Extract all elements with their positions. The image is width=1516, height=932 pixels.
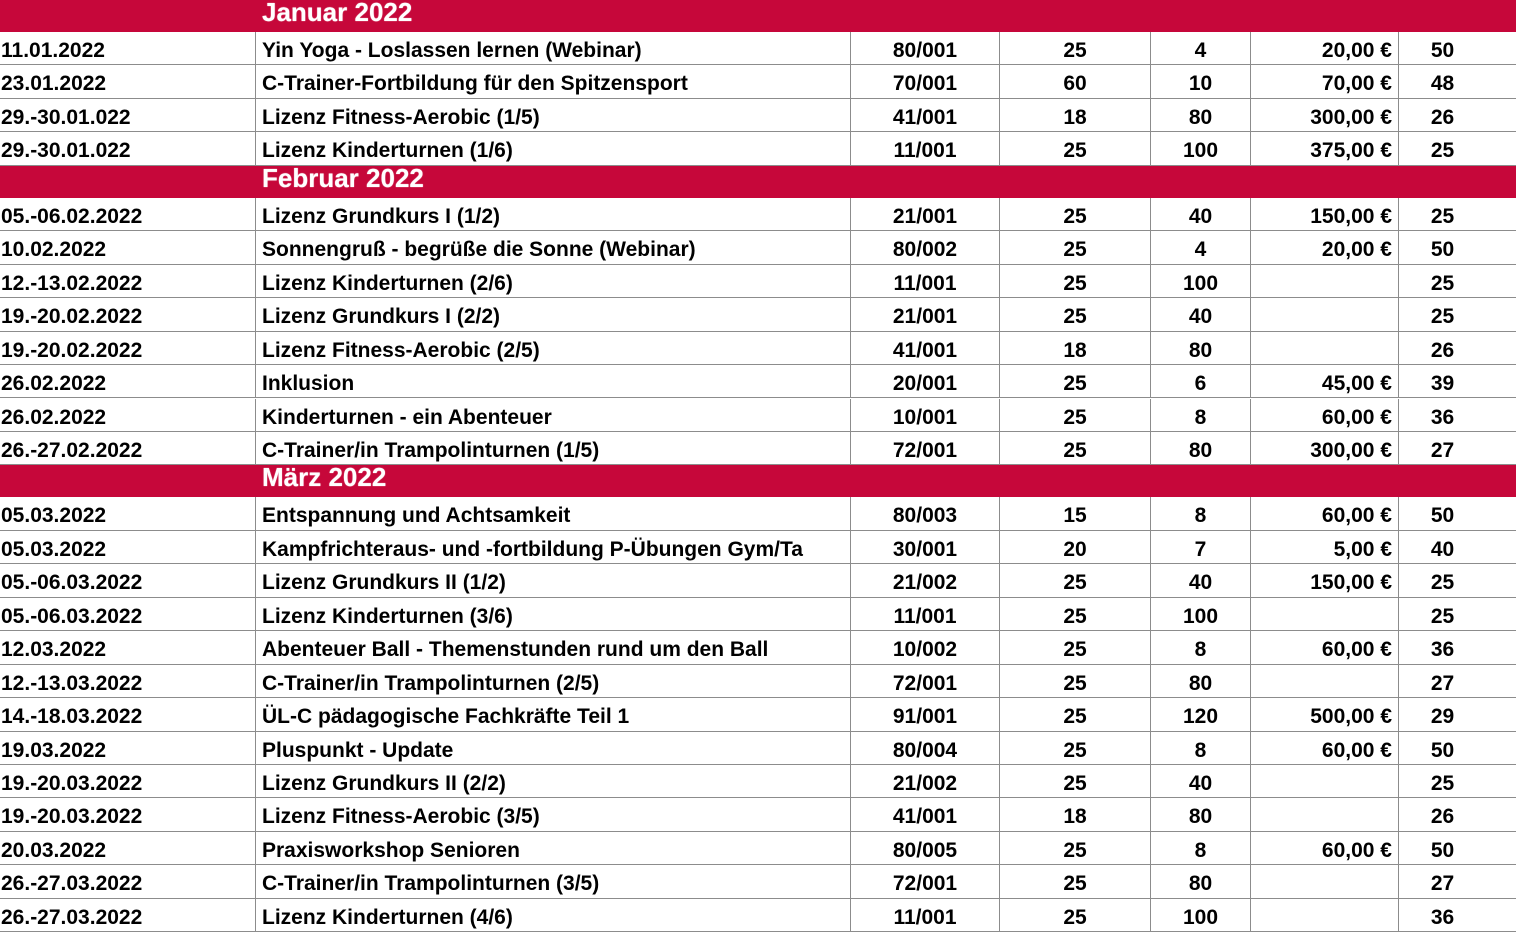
month-header-row <box>0 0 1516 32</box>
course-title-cell: Lizenz Kinderturnen (4/6) <box>255 899 850 931</box>
course-date-cell: 20.03.2022 <box>1 838 107 862</box>
participants-cell: 25 <box>999 865 1150 897</box>
course-number-cell: 41/001 <box>850 798 999 830</box>
units-cell: 7 <box>1150 531 1250 563</box>
table-row <box>0 899 1516 932</box>
units-cell: 80 <box>1150 665 1250 697</box>
units-cell: 6 <box>1150 365 1250 397</box>
count-cell: 29 <box>1398 698 1516 730</box>
table-row <box>0 365 1516 398</box>
participants-cell: 25 <box>999 598 1150 630</box>
course-date-cell: 19.03.2022 <box>1 738 107 762</box>
fee-cell: 20,00 € <box>1250 32 1398 64</box>
count-cell: 26 <box>1398 332 1516 364</box>
count-cell: 25 <box>1398 765 1516 797</box>
units-cell: 10 <box>1150 65 1250 97</box>
table-row <box>0 497 1516 530</box>
course-date-cell: 26.-27.03.2022 <box>1 872 143 896</box>
course-title-cell: Entspannung und Achtsamkeit <box>255 497 850 529</box>
participants-cell: 25 <box>999 631 1150 663</box>
count-cell: 36 <box>1398 899 1516 931</box>
participants-cell: 18 <box>999 798 1150 830</box>
fee-cell <box>1250 798 1398 830</box>
course-number-cell: 70/001 <box>850 65 999 97</box>
month-heading: Februar 2022 <box>262 162 424 193</box>
units-cell: 40 <box>1150 198 1250 230</box>
course-date-cell: 29.-30.01.022 <box>1 105 131 129</box>
course-number-cell: 21/002 <box>850 765 999 797</box>
table-row <box>0 832 1516 865</box>
course-title-cell: Lizenz Fitness-Aerobic (2/5) <box>255 332 850 364</box>
table-row <box>0 732 1516 765</box>
course-title-cell: Yin Yoga - Loslassen lernen (Webinar) <box>255 32 850 64</box>
fee-cell <box>1250 665 1398 697</box>
course-title-cell: Lizenz Grundkurs I (2/2) <box>255 298 850 330</box>
course-title-cell: Sonnengruß - begrüße die Sonne (Webinar) <box>255 231 850 263</box>
units-cell: 8 <box>1150 497 1250 529</box>
fee-cell: 300,00 € <box>1250 99 1398 131</box>
units-cell: 80 <box>1150 798 1250 830</box>
fee-cell: 60,00 € <box>1250 497 1398 529</box>
course-date-cell: 12.03.2022 <box>1 638 107 662</box>
course-number-cell: 80/005 <box>850 832 999 864</box>
course-date-cell: 05.03.2022 <box>1 504 107 528</box>
participants-cell: 15 <box>999 497 1150 529</box>
participants-cell: 25 <box>999 399 1150 431</box>
participants-cell: 25 <box>999 432 1150 464</box>
count-cell: 25 <box>1398 298 1516 330</box>
count-cell: 25 <box>1398 564 1516 596</box>
units-cell: 100 <box>1150 598 1250 630</box>
units-cell: 40 <box>1150 765 1250 797</box>
count-cell: 50 <box>1398 497 1516 529</box>
course-number-cell: 20/001 <box>850 365 999 397</box>
units-cell: 100 <box>1150 265 1250 297</box>
participants-cell: 60 <box>999 65 1150 97</box>
units-cell: 80 <box>1150 332 1250 364</box>
course-number-cell: 80/003 <box>850 497 999 529</box>
course-date-cell: 12.-13.03.2022 <box>1 671 143 695</box>
units-cell: 8 <box>1150 732 1250 764</box>
count-cell: 25 <box>1398 265 1516 297</box>
course-title-cell: C-Trainer/in Trampolinturnen (3/5) <box>255 865 850 897</box>
fee-cell: 5,00 € <box>1250 531 1398 563</box>
units-cell: 120 <box>1150 698 1250 730</box>
table-row <box>0 198 1516 231</box>
table-row <box>0 231 1516 264</box>
course-title-cell: Lizenz Grundkurs II (2/2) <box>255 765 850 797</box>
count-cell: 50 <box>1398 832 1516 864</box>
fee-cell: 45,00 € <box>1250 365 1398 397</box>
course-title-cell: Lizenz Kinderturnen (3/6) <box>255 598 850 630</box>
table-row <box>0 265 1516 298</box>
count-cell: 25 <box>1398 132 1516 164</box>
course-title-cell: Lizenz Fitness-Aerobic (3/5) <box>255 798 850 830</box>
participants-cell: 25 <box>999 32 1150 64</box>
course-number-cell: 10/001 <box>850 399 999 431</box>
course-number-cell: 72/001 <box>850 432 999 464</box>
fee-cell: 500,00 € <box>1250 698 1398 730</box>
course-date-cell: 05.-06.03.2022 <box>1 604 143 628</box>
table-row <box>0 698 1516 731</box>
participants-cell: 25 <box>999 832 1150 864</box>
course-title-cell: C-Trainer/in Trampolinturnen (1/5) <box>255 432 850 464</box>
course-title-cell: Kinderturnen - ein Abenteuer <box>255 399 850 431</box>
course-title-cell: C-Trainer/in Trampolinturnen (2/5) <box>255 665 850 697</box>
course-title-cell: Lizenz Fitness-Aerobic (1/5) <box>255 99 850 131</box>
units-cell: 40 <box>1150 298 1250 330</box>
course-title-cell: Inklusion <box>255 365 850 397</box>
course-date-cell: 23.01.2022 <box>1 72 107 96</box>
table-row <box>0 531 1516 564</box>
table-row <box>0 665 1516 698</box>
course-number-cell: 41/001 <box>850 99 999 131</box>
table-row <box>0 332 1516 365</box>
table-row <box>0 865 1516 898</box>
course-date-cell: 05.03.2022 <box>1 537 107 561</box>
participants-cell: 25 <box>999 365 1150 397</box>
count-cell: 50 <box>1398 32 1516 64</box>
count-cell: 27 <box>1398 432 1516 464</box>
course-date-cell: 11.01.2022 <box>1 39 105 62</box>
course-number-cell: 41/001 <box>850 332 999 364</box>
course-number-cell: 80/002 <box>850 231 999 263</box>
fee-cell: 150,00 € <box>1250 198 1398 230</box>
count-cell: 36 <box>1398 631 1516 663</box>
course-date-cell: 14.-18.03.2022 <box>1 705 143 729</box>
table-row <box>0 99 1516 132</box>
participants-cell: 25 <box>999 298 1150 330</box>
course-date-cell: 19.-20.03.2022 <box>1 805 143 829</box>
count-cell: 27 <box>1398 865 1516 897</box>
count-cell: 50 <box>1398 231 1516 263</box>
course-title-cell: ÜL-C pädagogische Fachkräfte Teil 1 <box>255 698 850 730</box>
participants-cell: 20 <box>999 531 1150 563</box>
table-row <box>0 65 1516 98</box>
course-number-cell: 30/001 <box>850 531 999 563</box>
course-number-cell: 80/004 <box>850 732 999 764</box>
course-date-cell: 10.02.2022 <box>1 238 107 262</box>
fee-cell: 60,00 € <box>1250 832 1398 864</box>
participants-cell: 25 <box>999 899 1150 931</box>
course-title-cell: Abenteuer Ball - Themenstunden rund um den Ball <box>255 631 850 663</box>
participants-cell: 25 <box>999 265 1150 297</box>
count-cell: 36 <box>1398 399 1516 431</box>
month-heading: Januar 2022 <box>262 0 413 27</box>
participants-cell: 25 <box>999 665 1150 697</box>
course-number-cell: 72/001 <box>850 665 999 697</box>
fee-cell: 300,00 € <box>1250 432 1398 464</box>
count-cell: 25 <box>1398 598 1516 630</box>
table-row <box>0 132 1516 165</box>
participants-cell: 25 <box>999 231 1150 263</box>
course-title-cell: Kampfrichteraus- und -fortbildung P-Übungen Gym/Ta <box>255 531 850 563</box>
participants-cell: 25 <box>999 132 1150 164</box>
fee-cell <box>1250 865 1398 897</box>
fee-cell: 70,00 € <box>1250 65 1398 97</box>
course-title-cell: Lizenz Kinderturnen (2/6) <box>255 265 850 297</box>
participants-cell: 18 <box>999 332 1150 364</box>
course-number-cell: 11/001 <box>850 899 999 931</box>
fee-cell: 60,00 € <box>1250 399 1398 431</box>
table-row <box>0 798 1516 831</box>
fee-cell: 60,00 € <box>1250 732 1398 764</box>
month-header-row <box>0 162 1516 198</box>
course-number-cell: 11/001 <box>850 598 999 630</box>
count-cell: 26 <box>1398 99 1516 131</box>
count-cell: 26 <box>1398 798 1516 830</box>
count-cell: 39 <box>1398 365 1516 397</box>
course-date-cell: 19.-20.02.2022 <box>1 338 143 362</box>
participants-cell: 25 <box>999 198 1150 230</box>
course-title-cell: Lizenz Kinderturnen (1/6) <box>255 132 850 164</box>
units-cell: 40 <box>1150 564 1250 596</box>
course-title-cell: Lizenz Grundkurs I (1/2) <box>255 198 850 230</box>
participants-cell: 18 <box>999 99 1150 131</box>
fee-cell: 60,00 € <box>1250 631 1398 663</box>
fee-cell <box>1250 265 1398 297</box>
month-header-row <box>0 462 1516 497</box>
course-date-cell: 26.-27.03.2022 <box>1 905 143 929</box>
fee-cell: 20,00 € <box>1250 231 1398 263</box>
table-row <box>0 564 1516 597</box>
course-title-cell: C-Trainer-Fortbildung für den Spitzensport <box>255 65 850 97</box>
table-row <box>0 399 1516 432</box>
count-cell: 48 <box>1398 65 1516 97</box>
course-title-cell: Praxisworkshop Senioren <box>255 832 850 864</box>
course-number-cell: 11/001 <box>850 132 999 164</box>
course-number-cell: 80/001 <box>850 32 999 64</box>
units-cell: 80 <box>1150 865 1250 897</box>
table-row <box>0 765 1516 798</box>
course-date-cell: 26.02.2022 <box>1 372 107 396</box>
course-number-cell: 21/001 <box>850 198 999 230</box>
units-cell: 100 <box>1150 132 1250 164</box>
course-date-cell: 26.-27.02.2022 <box>1 438 143 462</box>
count-cell: 25 <box>1398 198 1516 230</box>
units-cell: 8 <box>1150 832 1250 864</box>
units-cell: 80 <box>1150 432 1250 464</box>
units-cell: 4 <box>1150 32 1250 64</box>
units-cell: 8 <box>1150 631 1250 663</box>
participants-cell: 25 <box>999 698 1150 730</box>
fee-cell <box>1250 332 1398 364</box>
course-number-cell: 72/001 <box>850 865 999 897</box>
fee-cell <box>1250 899 1398 931</box>
course-date-cell: 29.-30.01.022 <box>1 139 131 163</box>
course-date-cell: 12.-13.02.2022 <box>1 271 143 295</box>
participants-cell: 25 <box>999 732 1150 764</box>
units-cell: 8 <box>1150 399 1250 431</box>
units-cell: 100 <box>1150 899 1250 931</box>
course-number-cell: 10/002 <box>850 631 999 663</box>
course-title-cell: Pluspunkt - Update <box>255 732 850 764</box>
month-heading: März 2022 <box>262 462 387 493</box>
fee-cell: 150,00 € <box>1250 564 1398 596</box>
course-date-cell: 19.-20.02.2022 <box>1 305 143 329</box>
course-number-cell: 91/001 <box>850 698 999 730</box>
course-date-cell: 05.-06.03.2022 <box>1 571 143 595</box>
units-cell: 4 <box>1150 231 1250 263</box>
course-number-cell: 21/002 <box>850 564 999 596</box>
course-number-cell: 21/001 <box>850 298 999 330</box>
count-cell: 40 <box>1398 531 1516 563</box>
count-cell: 50 <box>1398 732 1516 764</box>
participants-cell: 25 <box>999 765 1150 797</box>
fee-cell <box>1250 298 1398 330</box>
table-row <box>0 32 1516 65</box>
course-number-cell: 11/001 <box>850 265 999 297</box>
table-row <box>0 598 1516 631</box>
table-row <box>0 432 1516 465</box>
course-title-cell: Lizenz Grundkurs II (1/2) <box>255 564 850 596</box>
table-row <box>0 631 1516 664</box>
fee-cell <box>1250 765 1398 797</box>
participants-cell: 25 <box>999 564 1150 596</box>
count-cell: 27 <box>1398 665 1516 697</box>
course-date-cell: 26.02.2022 <box>1 405 107 429</box>
units-cell: 80 <box>1150 99 1250 131</box>
course-date-cell: 05.-06.02.2022 <box>1 204 143 228</box>
course-date-cell: 19.-20.03.2022 <box>1 772 143 795</box>
fee-cell <box>1250 598 1398 630</box>
table-row <box>0 298 1516 331</box>
fee-cell: 375,00 € <box>1250 132 1398 164</box>
